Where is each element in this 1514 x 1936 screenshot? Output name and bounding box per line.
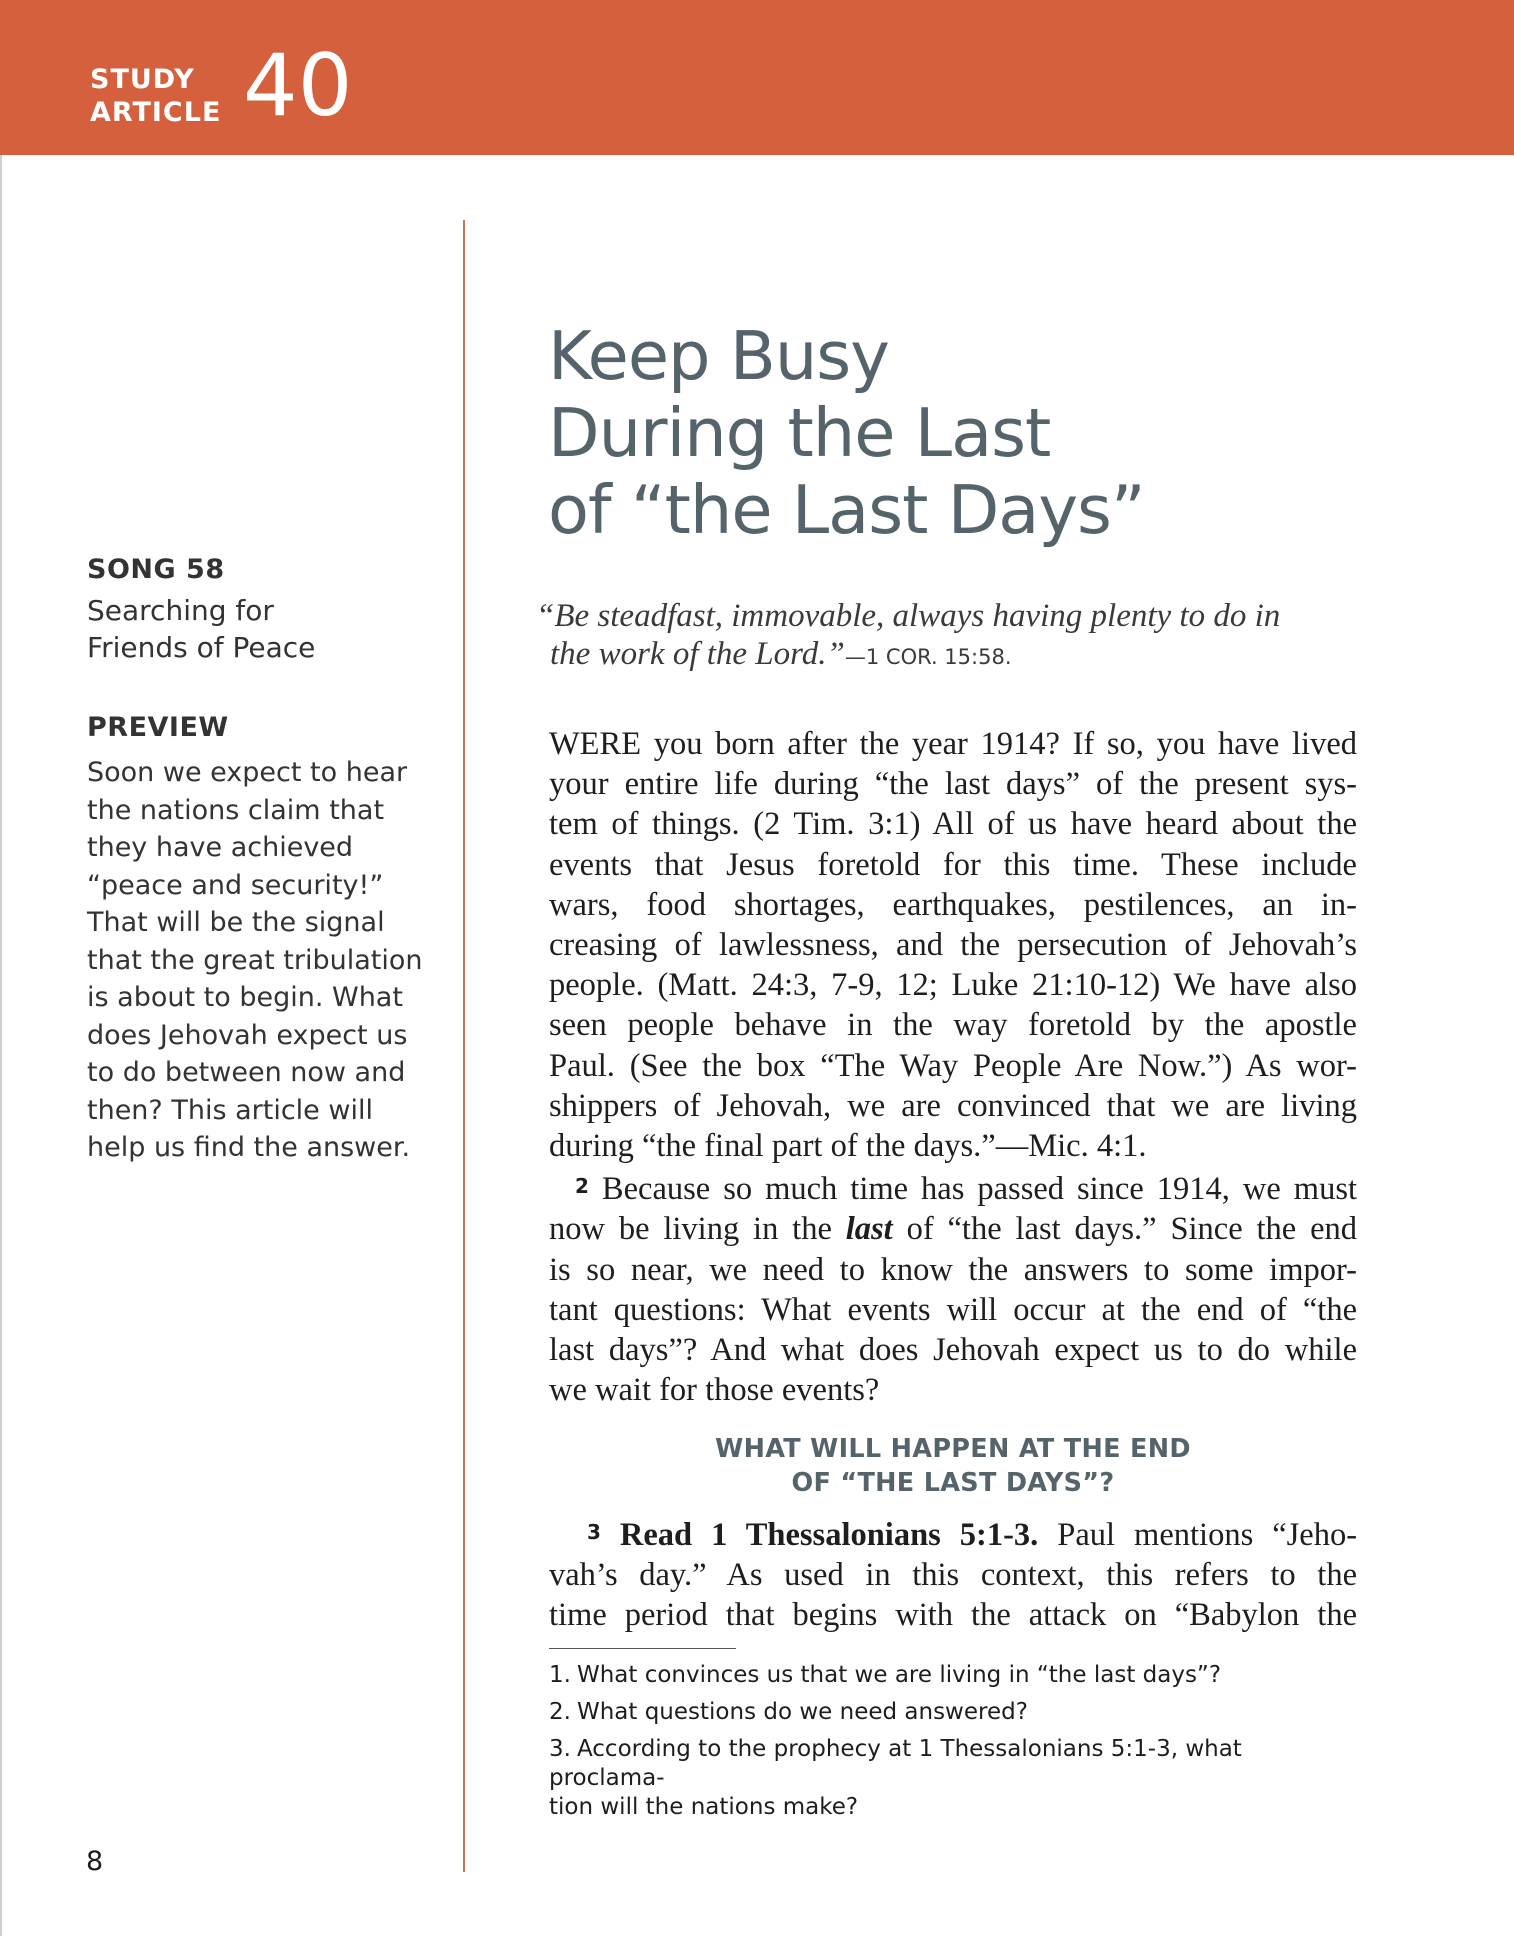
paragraph-2 (549, 1166, 1357, 1410)
text-line: creasing of lawlessness, and the persecution of Jehovah’s (549, 927, 1357, 964)
column-divider (463, 220, 465, 1872)
study-article-label (90, 63, 221, 129)
theme-scripture-line1: “Be steadfast, immovable, always having plenty to do in (536, 598, 1281, 634)
page-left-edge (0, 155, 2, 1936)
study-question (549, 1735, 1359, 1822)
song-heading: SONG 58 (87, 554, 225, 585)
paragraph-2-text: Because so much time has passed since 1914, we must (601, 1171, 1358, 1208)
header-band (0, 0, 1514, 155)
preview-text: Soon we expect to hear the nations claim that they have achieved “peace and security!” That will be the signal that the great tribulation is about to begin. What does Jehovah expect us to do between now and then? This article will help us find the answer. (87, 757, 423, 1163)
section-subheading (549, 1432, 1357, 1500)
text-line: time period that begins with the attack on “Babylon the (549, 1597, 1357, 1634)
study-question-line (549, 1698, 1359, 1727)
preview-heading: PREVIEW (87, 712, 229, 743)
sidebar (87, 552, 427, 1167)
text-line: your entire life during “the last days” of the present sys- (549, 766, 1357, 803)
study-question-text: According to the prophecy at 1 Thessalonians 5:1-3, what proclama- (549, 1736, 1242, 1791)
paragraph-2-rest (549, 1250, 1357, 1411)
page-number: 8 (86, 1846, 104, 1877)
paragraph-3-line1 (549, 1512, 1357, 1555)
article-title-line2: During the Last (548, 394, 1051, 472)
study-question-text: What questions do we need answered? (576, 1699, 1028, 1725)
paragraph-number: 2 (575, 1174, 589, 1199)
paragraph-3 (549, 1512, 1357, 1636)
paragraph-2-line1 (549, 1166, 1357, 1209)
song-title-line2: Friends of Peace (87, 631, 316, 664)
article-title-line1: Keep Busy (548, 317, 889, 395)
text-line: wars, food shortages, earthquakes, pestilences, an in- (549, 886, 1357, 923)
study-question-number: 3. (549, 1736, 571, 1762)
study-question-number: 1. (549, 1662, 571, 1688)
text-line: Paul. (See the box “The Way People Are Now.”) As wor- (549, 1047, 1357, 1084)
study-label-line2: ARTICLE (90, 97, 222, 128)
study-question (549, 1661, 1359, 1690)
text-line: tem of things. (2 Tim. 3:1) All of us have heard about the (549, 806, 1357, 843)
paragraph-1 (549, 724, 1357, 1166)
text-line: during “the final part of the days.”—Mic. 4:1. (549, 1128, 1147, 1165)
subheading-line1: WHAT WILL HAPPEN AT THE END (715, 1434, 1191, 1464)
study-question (549, 1698, 1359, 1727)
emphasis-last: last (845, 1211, 893, 1248)
song-title (87, 592, 427, 666)
theme-scripture-line2-wrap (536, 635, 1356, 676)
study-question-number: 2. (549, 1699, 571, 1725)
text-line: seen people behave in the way foretold by the apostle (549, 1007, 1357, 1044)
text-line: events that Jesus foretold for this time. These include (549, 846, 1357, 883)
theme-scripture-citation: —1 COR. 15:58. (844, 645, 1012, 669)
theme-scripture-line2: the work of the Lord.” (550, 636, 845, 672)
text-line: vah’s day.” As used in this context, this refers to the (549, 1557, 1357, 1594)
paragraph-2-line2 (549, 1209, 1357, 1249)
study-question-line: tion will the nations make? (549, 1794, 859, 1820)
text-line: we wait for those events? (549, 1372, 880, 1409)
article-number: 40 (243, 36, 353, 136)
text-line: is so near, we need to know the answers to some impor- (549, 1251, 1357, 1288)
song-title-line1: Searching for (87, 594, 274, 627)
text-line: last days”? And what does Jehovah expect us to do while (549, 1332, 1357, 1369)
text-line: tant questions: What events will occur at the end of “the (549, 1291, 1357, 1328)
text-line: WERE you born after the year 1914? If so, you have lived (549, 726, 1357, 762)
scripture-reading-link[interactable]: Read 1 Thessalonians 5:1-3. (619, 1517, 1039, 1553)
theme-scripture (536, 597, 1356, 676)
text-line: shippers of Jehovah, we are convinced that we are living (549, 1087, 1357, 1124)
article-title (548, 318, 1145, 549)
study-question-text: What convinces us that we are living in “the last days”? (576, 1662, 1222, 1688)
subheading-line2: OF “THE LAST DAYS”? (791, 1468, 1115, 1498)
paragraph-3-rest (549, 1555, 1357, 1635)
paragraph-2-text: of “the last days.” Since the end (892, 1211, 1357, 1248)
paragraph-3-text: Paul mentions “Jeho- (1038, 1517, 1358, 1553)
study-question-line (549, 1735, 1359, 1793)
article-title-line3: of “the Last Days” (548, 471, 1145, 549)
article-body (549, 724, 1357, 1410)
text-line: people. (Matt. 24:3, 7-9, 12; Luke 21:10-12) We have also (549, 967, 1357, 1004)
study-question-line (549, 1661, 1359, 1690)
paragraph-2-text: now be living in the (549, 1211, 846, 1248)
paragraph-number: 3 (586, 1520, 601, 1544)
study-label-line1: STUDY (90, 64, 195, 95)
footnote-divider (549, 1648, 736, 1649)
study-questions (549, 1661, 1359, 1830)
